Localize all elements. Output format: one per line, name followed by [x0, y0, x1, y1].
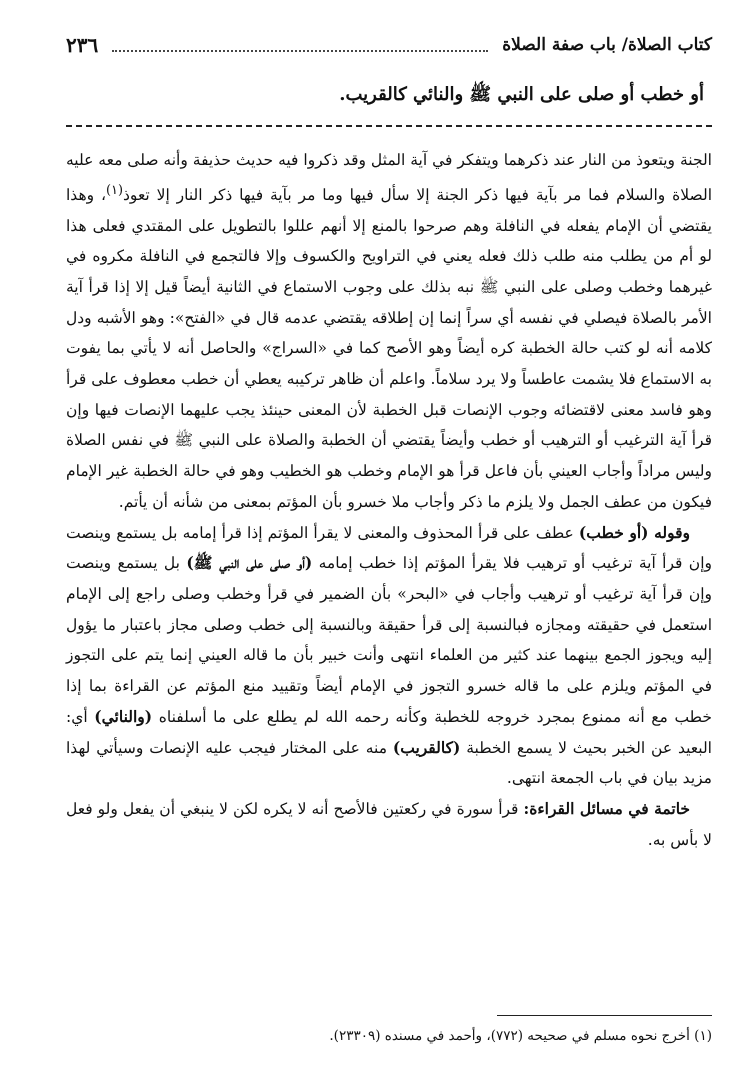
bold-phrase: خاتمة في مسائل القراءة: [523, 798, 690, 818]
text-run: قرأ سورة في ركعتين فالأصح أنه لا يكره لكن لا ينبغي أن يفعل ولو فعل لا بأس به. [66, 799, 712, 849]
commentary-body [66, 145, 712, 855]
bold-phrase: وقوله (أو خطب) [578, 522, 691, 542]
matn-text: أو خطب أو صلى على النبي ﷺ والنائي كالقريب. [339, 84, 704, 105]
paragraph [66, 794, 712, 855]
text-run: الجنة ويتعوذ من النار عند ذكرهما ويتفكر في آية المثل وقد ذكروا فيه حديث حذيفة وأنه صلى معه عليه الصلاة والسلام فما مر بآية فيها ذكر الجنة إلا سأل فيها وما مر بآية فيها ذكر النار إلا تعوذ [65, 151, 713, 204]
header-dotted-leader [112, 50, 488, 52]
footnote-rule [497, 1015, 712, 1016]
bold-phrase: (والنائي) [94, 706, 153, 726]
text-run: عطف على قرأ المحذوف والمعنى لا يقرأ المؤتم إذا قرأ إمامه بل يستمع وينصت وإن قرأ آية ترغيب أو ترهيب فلا يقرأ المؤتم إذا خطب إمامه [66, 523, 712, 573]
page-number: ٢٣٦ [66, 33, 99, 57]
footnote-ref: (١) [106, 182, 124, 198]
text-run: أي: البعيد عن الخبر بحيث لا يسمع الخطبة [66, 707, 712, 757]
bold-phrase: (أو صلى على النبي ﷺ) [186, 553, 313, 573]
text-run: ، وهذا يقتضي أن الإمام يفعله في النافلة وهم صرحوا بالمنع إلا أنهم عللوا بالتطويل على المقتدي فعلى هذا لو أم من يطلب منه طلب ذلك فعله يعني في التراويح والكسوف وإلا فالتجمع في النافلة مكروه في غيرهما وخطب وصلى على النبي ﷺ نبه بذلك على وجوب الاستماع في الثانية أيضاً قيل إلا إذا قرأ آية الأمر بالصلاة فيصلي في نفسه أي سراً إنما إن إطلاقه يقتضي عدمه قال في «الفتح»: وهو الأشبه ودل كلامه أنه لو كتب حالة الخطبة كره أيضاً وهو الأصح كما في «السراج» والحاصل أنه لا يأتي بما يفوت به الاستماع فلا يشمت عاطساً ولا يرد سلاماً. واعلم أن ظاهر تركيبه يعطي أن خطب معطوف على قرأ وهو فاسد معنى لاقتضائه وجوب الإنصات قبل الخطبة لأن المعنى حينئذ يجب عليهما الإنصات فيها وإن قرأ آية الترغيب أو الترهيب أو خطب وأيضاً يقتضي أن الخطبة والصلاة على النبي ﷺ في نفس الصلاة وليس مراداً وأجاب العيني بأن فاعل قرأ هو الإمام وخطب هو الخطيب وهو في حالة الخطبة غير الإمام فيكون من عطف الجمل ولا يلزم ما ذكر وأجاب ملا خسرو بأن المؤتم بمعنى من شأنه أن يأتم. [66, 185, 712, 511]
paragraph [66, 518, 712, 794]
matn-separator [66, 125, 712, 127]
text-run: منه على المختار فيجب عليه الإنصات وسيأتي لهذا مزيد بيان في باب الجمعة انتهى. [66, 738, 712, 788]
text-run: بل يستمع وينصت وإن قرأ آية ترغيب أو ترهيب وأجاب في «البحر» بأن الضمير في قرأ وخطب وصلى راجع إلى الإمام استعمل في حقيقته ومجازه فبالنسبة إلى قرأ حقيقة وبالنسبة إلى خطب وصلى مجاز باعتبار ما يؤول إليه ويجوز الجمع بينهما عند كثير من العلماء انتهى وأنت خبير بأن ما قاله العيني إنما يتم على التجوز في المؤتم ويلزم على ما قاله خسرو التجوز في الإمام أيضاً وتقييد منع المؤتم عن القراءة بما إذا خطب مع أنه ممنوع بمجرد خروجه للخطبة وكأنه رحمه الله لم يطلع على ما أسلفناه [66, 554, 712, 726]
running-header [66, 30, 712, 60]
paragraph [66, 145, 712, 518]
footnote: (١) أخرج نحوه مسلم في صحيحه (٧٧٢)، وأحمد في مسنده (٢٣٣٠٩). [329, 1028, 712, 1044]
bold-phrase: (كالقريب) [392, 737, 461, 757]
chapter-title: كتاب الصلاة/ باب صفة الصلاة [502, 35, 712, 55]
